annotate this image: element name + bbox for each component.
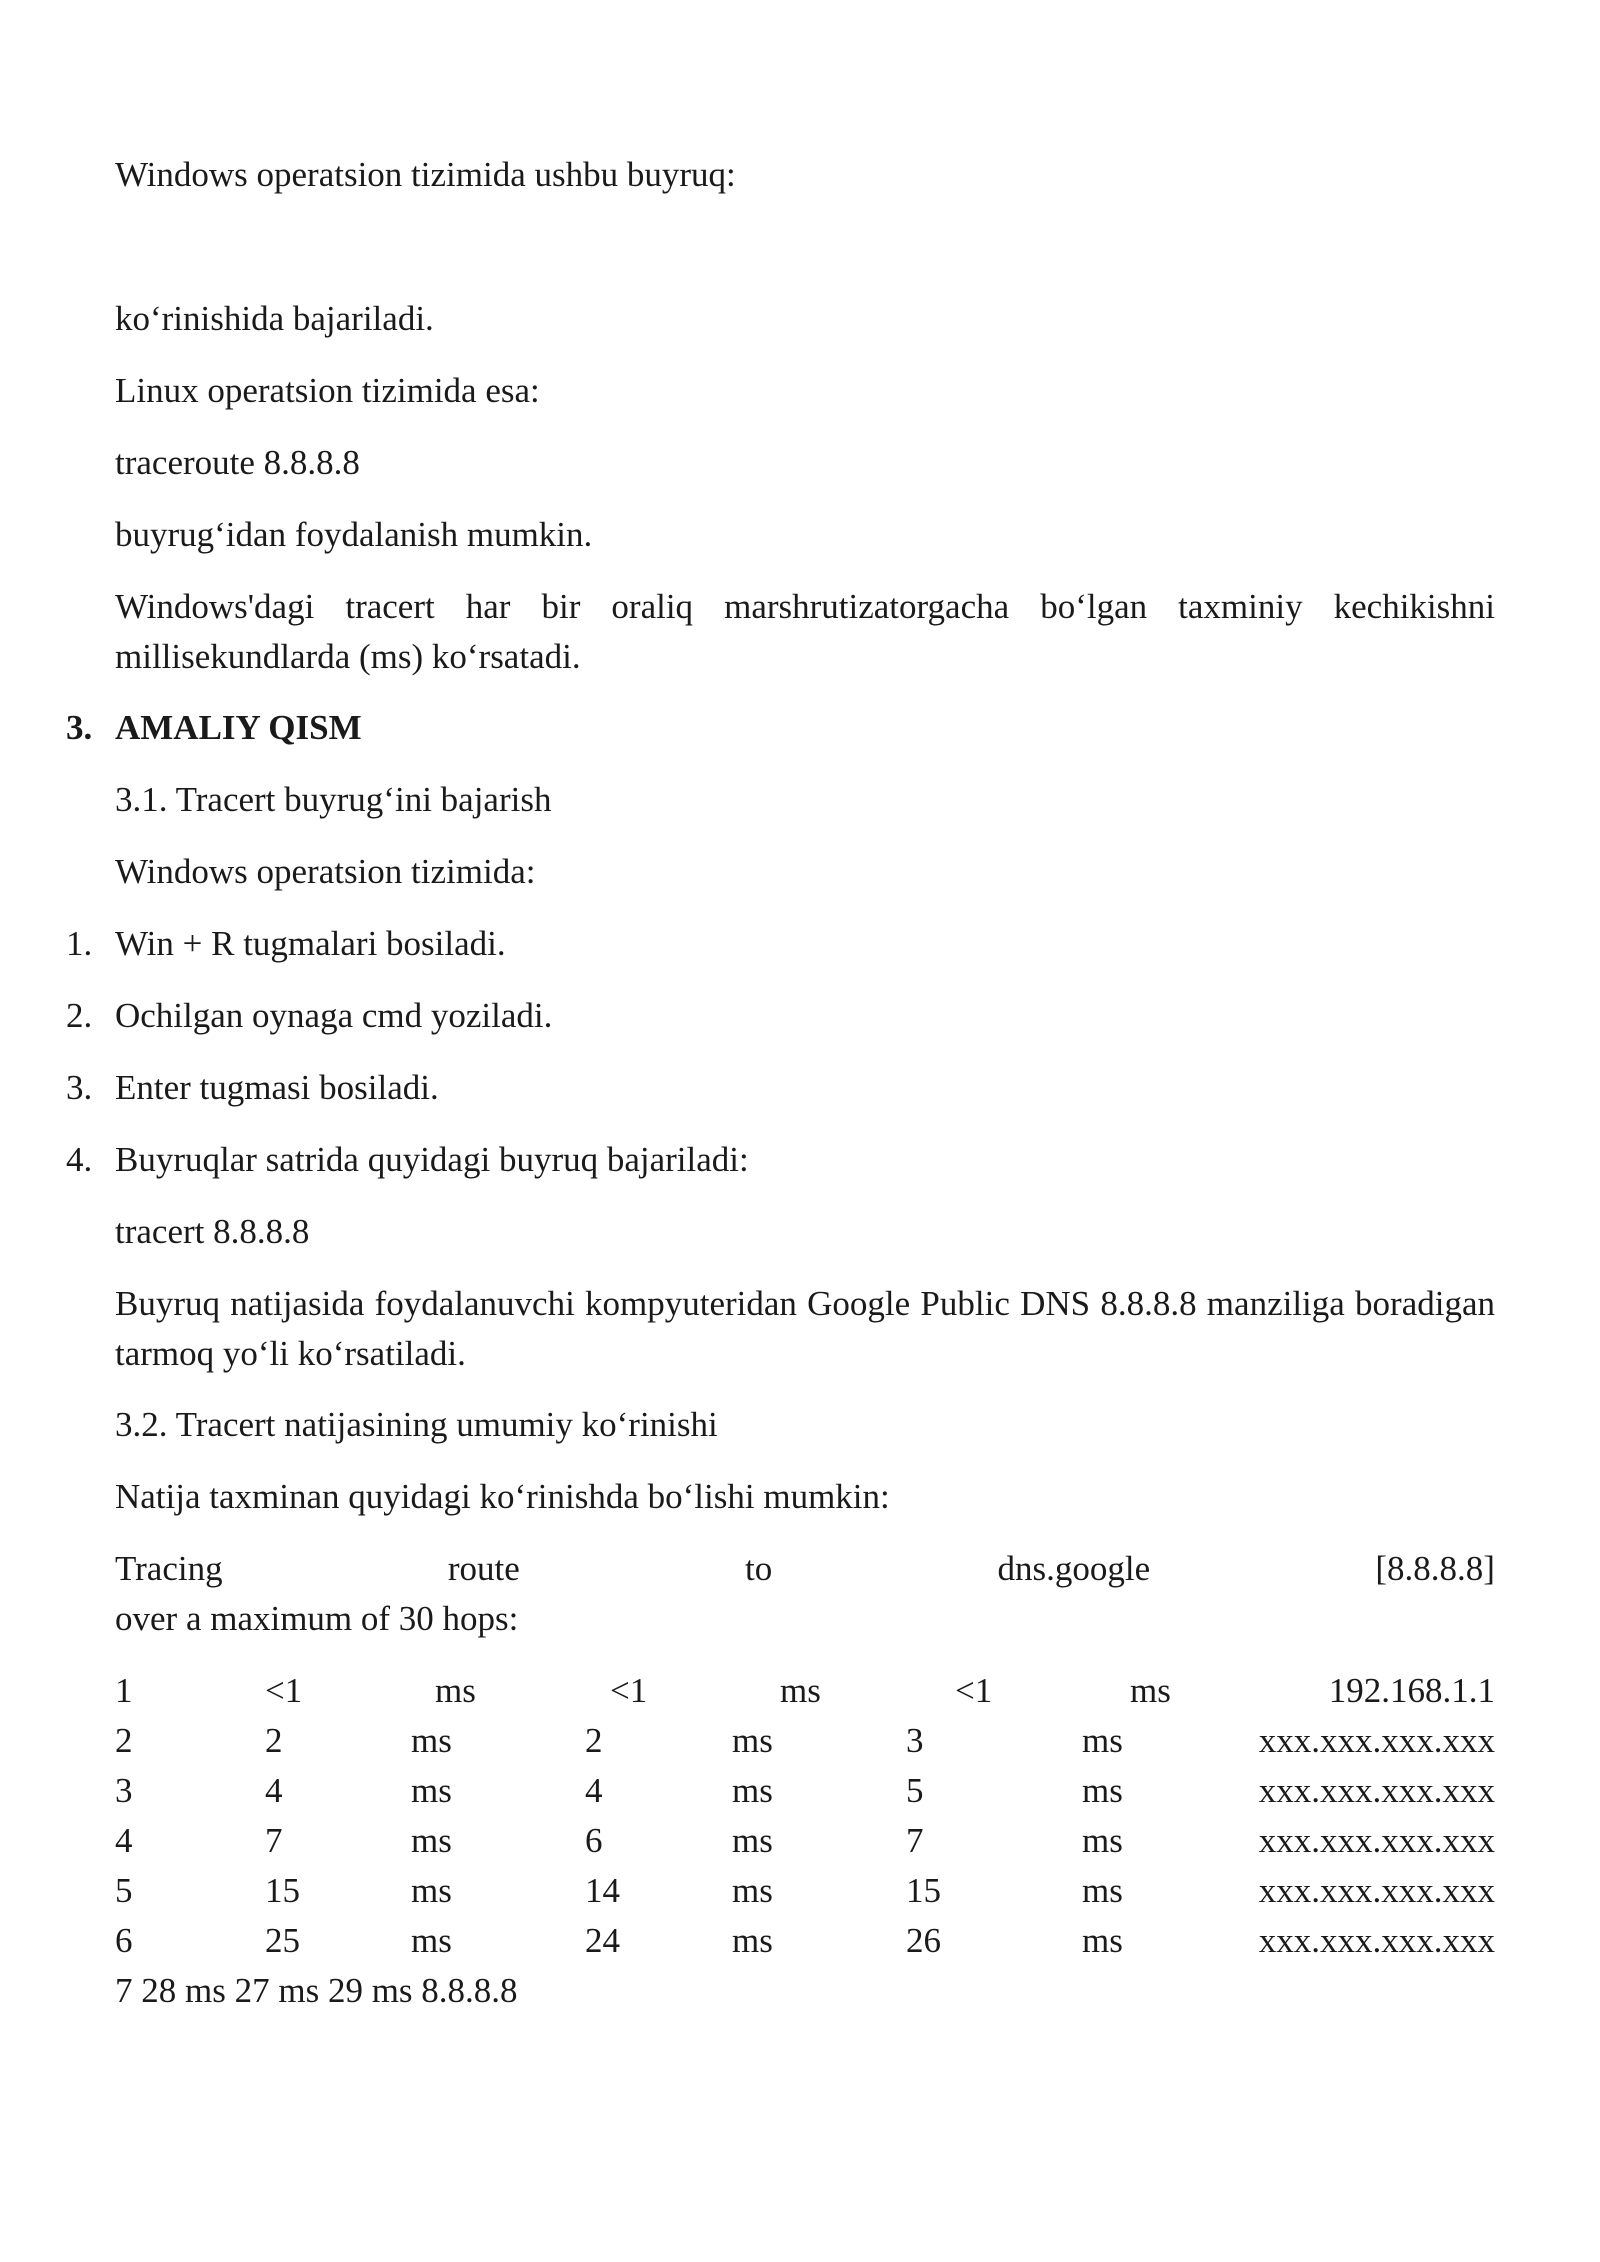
latency-value: 3 [906,1721,924,1760]
list-item: Buyruqlar satrida quyidagi buyruq bajariladi: [115,1140,749,1179]
hop-number: 5 [115,1871,133,1910]
hop-row [115,1716,1495,1766]
subsection-heading-3-1: 3.1. Tracert buyrug‘ini bajarish [115,780,552,819]
latency-value: 4 [265,1771,283,1810]
latency-unit: ms [1130,1671,1171,1710]
latency-value: 26 [906,1921,941,1960]
trace-last-line: 7 28 ms 27 ms 29 ms 8.8.8.8 [115,1971,518,2010]
latency-value: 25 [265,1921,300,1960]
hop-number: 2 [115,1721,133,1760]
hop-row [115,1916,1495,1966]
latency-unit: ms [1082,1771,1123,1810]
hop-number: 6 [115,1921,133,1960]
hop-host: xxx.xxx.xxx.xxx [1258,1821,1495,1860]
latency-unit: ms [411,1821,452,1860]
latency-unit: ms [732,1771,773,1810]
list-item-number: 3. [66,1068,93,1107]
hop-row [115,1766,1495,1816]
hop-host: xxx.xxx.xxx.xxx [1258,1921,1495,1960]
latency-value: 15 [265,1871,300,1910]
trace-header-word: to [745,1549,773,1588]
list-item: Enter tugmasi bosiladi. [115,1068,439,1107]
latency-value: 7 [265,1821,283,1860]
trace-header-word: dns.google [997,1549,1151,1588]
hop-number: 3 [115,1771,133,1810]
hop-number: 4 [115,1821,133,1860]
latency-value: 7 [906,1821,924,1860]
latency-unit: ms [732,1721,773,1760]
paragraph-windows-steps-intro: Windows operatsion tizimida: [115,852,536,891]
hop-host: 192.168.1.1 [1328,1671,1495,1710]
latency-value: 2 [265,1721,283,1760]
paragraph-executed-form: ko‘rinishida bajariladi. [115,299,434,338]
latency-unit: ms [732,1921,773,1960]
paragraph-sample-intro: Natija taxminan quyidagi ko‘rinishda bo‘lishi mumkin: [115,1477,890,1516]
list-item-number: 1. [66,924,93,963]
latency-value: 14 [585,1871,620,1910]
list-item: Ochilgan oynaga cmd yoziladi. [115,996,553,1035]
paragraph-linux-intro: Linux operatsion tizimida esa: [115,371,540,410]
latency-unit: ms [411,1921,452,1960]
paragraph-result-description: Buyruq natijasida foydalanuvchi kompyuteridan Google Public DNS 8.8.8.8 manziliga boradigan tarmoq yo‘li ko‘rsatiladi. [115,1284,1495,1373]
code-tracert-command: tracert 8.8.8.8 [115,1212,310,1251]
latency-unit: ms [411,1771,452,1810]
latency-value: <1 [955,1671,993,1710]
latency-value: 24 [585,1921,620,1960]
latency-value: 2 [585,1721,603,1760]
latency-unit: ms [1082,1721,1123,1760]
trace-header-word: route [447,1549,520,1588]
latency-value: <1 [610,1671,648,1710]
list-item-number: 2. [66,996,93,1035]
trace-header-word: Tracing [115,1549,223,1588]
latency-value: <1 [265,1671,303,1710]
latency-unit: ms [1082,1821,1123,1860]
latency-unit: ms [435,1671,476,1710]
paragraph-can-use: buyrug‘idan foydalanish mumkin. [115,515,593,554]
paragraph-tracert-description: Windows'dagi tracert har bir oraliq marshrutizatorgacha bo‘lgan taxminiy kechikishni millisekundlarda (ms) ko‘rsatadi. [115,587,1495,676]
subsection-heading-3-2: 3.2. Tracert natijasining umumiy ko‘rinishi [115,1405,718,1444]
latency-unit: ms [732,1821,773,1860]
hop-host: xxx.xxx.xxx.xxx [1258,1721,1495,1760]
trace-header-line-2: over a maximum of 30 hops: [115,1599,519,1638]
latency-value: 15 [906,1871,941,1910]
hop-host: xxx.xxx.xxx.xxx [1258,1771,1495,1810]
latency-unit: ms [780,1671,821,1710]
hop-row [115,1866,1495,1916]
latency-value: 6 [585,1821,603,1860]
section-number: 3. [66,708,93,747]
code-traceroute-command: traceroute 8.8.8.8 [115,443,360,482]
latency-unit: ms [1082,1871,1123,1910]
section-heading: AMALIY QISM [115,708,362,747]
list-item: Win + R tugmalari bosiladi. [115,924,506,963]
trace-header-word: [8.8.8.8] [1375,1549,1495,1588]
latency-unit: ms [411,1721,452,1760]
trace-header-line [115,1544,1495,1594]
hop-host: xxx.xxx.xxx.xxx [1258,1871,1495,1910]
latency-unit: ms [732,1871,773,1910]
latency-value: 5 [906,1771,924,1810]
hop-number: 1 [115,1671,133,1710]
hop-row [115,1666,1495,1716]
hop-row [115,1816,1495,1866]
list-item-number: 4. [66,1140,93,1179]
latency-unit: ms [1082,1921,1123,1960]
paragraph-windows-command-intro: Windows operatsion tizimida ushbu buyruq: [115,155,736,194]
latency-value: 4 [585,1771,603,1810]
latency-unit: ms [411,1871,452,1910]
